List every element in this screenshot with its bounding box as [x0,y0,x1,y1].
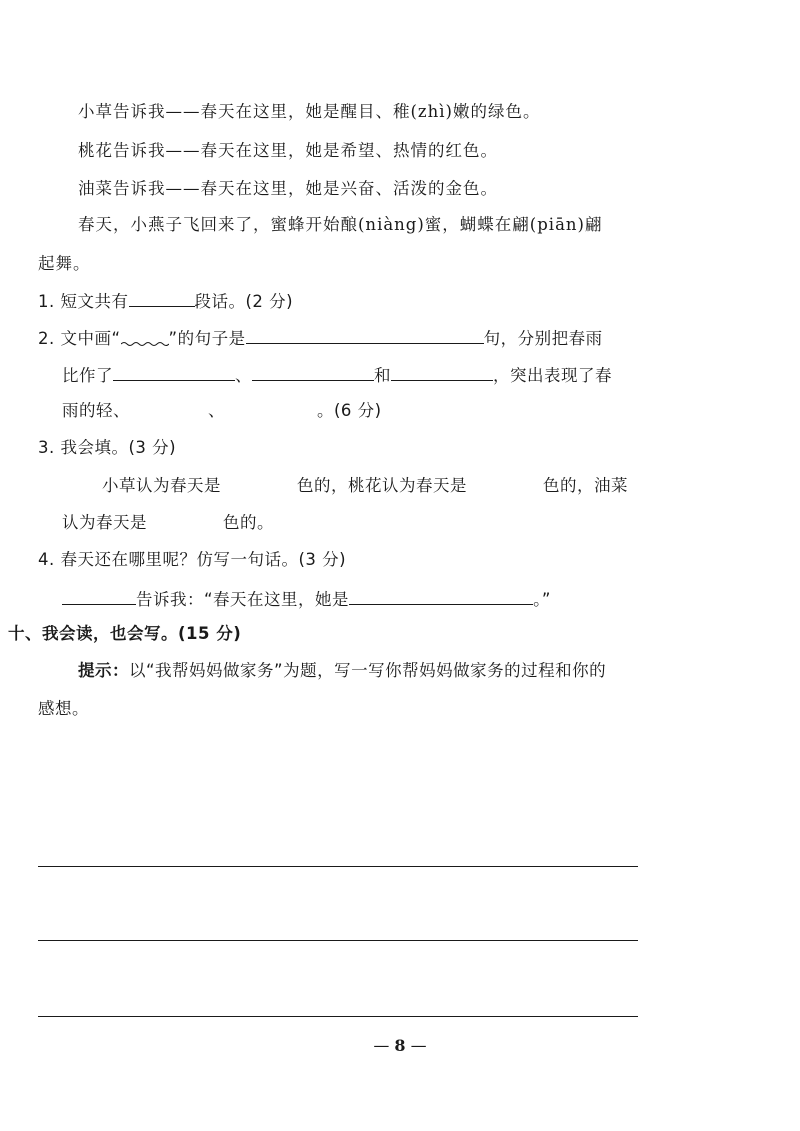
question-3-title: 3. 我会填。(3 分) [38,438,177,457]
question-2-line-3 [62,401,382,421]
q2-tail: 句，分别把春雨 [483,329,603,348]
q3-rape: 色的，油菜 [543,476,628,495]
q2-mid: ”的句子是 [168,329,246,348]
hint-text-2: 感想。 [38,699,89,718]
q2-score: 。(6 分) [317,401,382,420]
q2-highlight: ，突出表现了春 [493,366,612,385]
q3-peach: 色的，桃花认为春天是 [297,476,467,495]
section-10-hint [78,661,606,681]
q4-blank-2[interactable] [349,588,533,605]
q2-and: 和 [374,366,391,385]
section-10-title: 十、我会读，也会写。(15 分) [8,624,242,643]
page-number: — 8 — [373,1036,427,1055]
q2-sep-1: 、 [235,366,252,385]
question-2-line-2 [62,364,612,386]
page-number-value: 8 [394,1036,406,1055]
q1-suffix: 段话。(2 分) [194,292,294,311]
question-1 [38,290,293,312]
q3-end: 色的。 [223,513,274,532]
passage-line-2: 桃花告诉我——春天在这里，她是希望、热情的红色。 [78,141,498,160]
hint-text-1: 以“我帮妈妈做家务”为题，写一写你帮妈妈做家务的过程和你的 [129,661,607,680]
q2-blank-1[interactable] [113,364,235,381]
q2-sep-2: 、 [208,401,225,420]
writing-line-3[interactable] [38,1016,638,1017]
question-4-title: 4. 春天还在哪里呢？仿写一句话。(3 分) [38,550,347,569]
question-3-line-1 [102,476,628,496]
writing-line-2[interactable] [38,940,638,941]
writing-line-1[interactable] [38,866,638,867]
q1-blank[interactable] [129,290,195,307]
hint-label: 提示： [78,661,129,680]
passage-line-4: 春天，小燕子飞回来了，蜜蜂开始酿(niàng)蜜，蝴蝶在翩(piān)翩 [78,215,603,234]
q4-blank-1[interactable] [62,588,136,605]
q4-tells: 告诉我：“春天在这里，她是 [136,590,350,609]
q3-rape-2: 认为春天是 [62,513,147,532]
question-3-line-2 [62,513,274,533]
q2-prefix: 2. 文中画“ [38,329,121,348]
wavy-underline-icon [121,328,169,344]
q2-compare-label: 比作了 [62,366,113,385]
q2-rain-label: 雨的轻、 [62,401,130,420]
question-4-line [62,588,551,610]
q1-prefix: 1. 短文共有 [38,292,129,311]
q2-sentence-blank[interactable] [246,327,484,344]
passage-line-3: 油菜告诉我——春天在这里，她是兴奋、活泼的金色。 [78,179,498,198]
passage-line-1: 小草告诉我——春天在这里，她是醒目、稚(zhì)嫩的绿色。 [78,102,541,121]
q3-grass: 小草认为春天是 [102,476,221,495]
question-2-line-1 [38,327,603,349]
q2-blank-3[interactable] [391,364,493,381]
passage-line-5: 起舞。 [38,254,91,273]
q2-blank-2[interactable] [252,364,374,381]
q4-end: 。” [533,590,551,609]
